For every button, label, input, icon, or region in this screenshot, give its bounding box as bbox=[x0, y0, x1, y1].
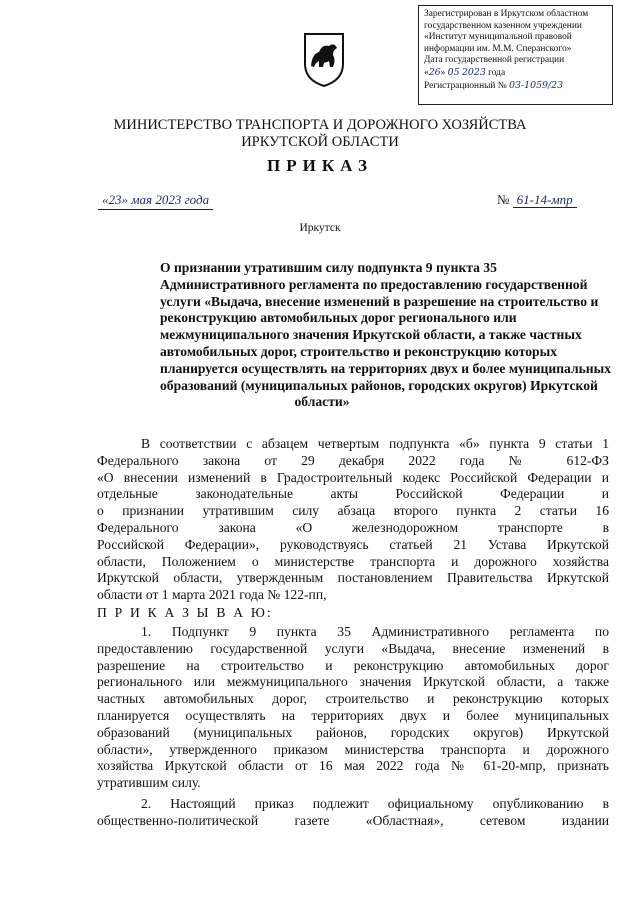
heading-line: О признании утратившим силу подпункта 9 пункта 35 bbox=[160, 260, 497, 275]
preamble-paragraph bbox=[97, 436, 609, 604]
stamp-reg-label: Регистрационный № bbox=[424, 80, 507, 91]
ministry-name-line2: ИРКУТСКОЙ ОБЛАСТИ bbox=[241, 134, 399, 150]
stamp-date-year: 2023 bbox=[461, 66, 486, 78]
item-1-line: утратившим силу. bbox=[97, 775, 201, 791]
item-1-line: области», утвержденного приказом министерства транспорта и дорожного bbox=[97, 741, 609, 757]
item-1-line: предоставлению государственной услуги «Выдача, внесение изменений в bbox=[97, 640, 609, 656]
heading-line: автомобильных дорог, строительство и реконструкцию которых bbox=[160, 343, 557, 359]
heading-line: области» bbox=[294, 394, 350, 410]
heading-line: услуги «Выдача, внесение изменений в разрешение на строительство и bbox=[160, 293, 599, 309]
stamp-date-quote-open: « bbox=[424, 67, 429, 78]
heading-line: образований (муниципальных районов, городских округов) Иркутской bbox=[160, 377, 598, 393]
stamp-date-suffix: года bbox=[488, 67, 506, 78]
city: Иркутск bbox=[299, 222, 341, 234]
stamp-registration-date bbox=[424, 67, 607, 80]
preamble-line: о признании утратившим силу абзаца второго пункта 2 статьи 16 bbox=[97, 503, 609, 519]
document-heading bbox=[160, 260, 612, 411]
item-1-line: разрешение на строительство и реконструкцию автомобильных дорог bbox=[97, 657, 609, 673]
preamble-line: Федерального закона «О железнодорожном транспорте в bbox=[97, 519, 609, 535]
stamp-line: государственном казенном учреждении bbox=[424, 20, 582, 31]
heading-line: реконструкцию автомобильных дорог регионального или bbox=[160, 310, 517, 326]
document-type-title: ПРИКАЗ bbox=[267, 156, 373, 175]
preamble-line: «О внесении изменений в Градостроительный кодекс Российской Федерации и bbox=[97, 469, 609, 485]
heading-line: Административного регламента по предоставлению государственной bbox=[160, 276, 588, 292]
preamble-line: области от 1 марта 2021 года № 122-пп, bbox=[97, 587, 327, 603]
item-2-paragraph bbox=[97, 796, 609, 830]
stamp-date-quote-close: » bbox=[440, 67, 446, 78]
preamble-line: области, Положением о министерстве транспорта и дорожного хозяйства bbox=[97, 553, 609, 569]
item-1-line: регионального или межмуниципального значения Иркутской области, а также bbox=[97, 674, 609, 690]
heading-line: планируется осуществлять на территориях двух и более муниципальных bbox=[160, 360, 612, 376]
order-number-line bbox=[497, 192, 577, 208]
ministry-name-line1: МИНИСТЕРСТВО ТРАНСПОРТА И ДОРОЖНОГО ХОЗЯЙСТВА bbox=[113, 117, 527, 133]
preamble-line: В соответствии с абзацем четвертым подпункта «б» пункта 9 статьи 1 bbox=[141, 436, 609, 451]
stamp-line: Зарегистрирован в Иркутском областном bbox=[424, 9, 589, 19]
preamble-line: Федерального закона от 29 декабря 2022 года № 612-ФЗ bbox=[97, 452, 609, 468]
stamp-date-day: 26 bbox=[428, 66, 441, 78]
stamp-reg-number: 03-1059/23 bbox=[509, 79, 564, 91]
item-1-line: планируется осуществлять на территориях двух и более муниципальных bbox=[97, 707, 609, 723]
stamp-line: «Институт муниципальной правовой bbox=[424, 32, 572, 43]
heading-line: межмуниципального значения Иркутской области, а также частных bbox=[160, 327, 582, 343]
preamble-line: Иркутской области, утвержденным постановлением Правительства Иркутской bbox=[97, 570, 609, 586]
item-1-paragraph bbox=[97, 624, 609, 792]
stamp-date-month: 05 bbox=[447, 66, 460, 78]
preamble-line: отдельные законодательные акты Российской Федерации и bbox=[97, 486, 609, 502]
item-2-line: общественно-политической газете «Областная», сетевом издании bbox=[97, 812, 609, 828]
order-directive-word: П Р И К А З Ы В А Ю: bbox=[97, 605, 273, 620]
stamp-line: информации им. М.М. Сперанского» bbox=[424, 43, 572, 54]
preamble-line: Российской Федерации», руководствуясь статьей 21 Устава Иркутской bbox=[97, 536, 609, 552]
item-1-line: 1. Подпункт 9 пункта 35 Административного регламента по bbox=[141, 624, 609, 639]
item-1-line: частных автомобильных дорог, строительство и реконструкцию которых bbox=[97, 691, 609, 707]
registration-stamp bbox=[418, 5, 613, 105]
item-1-line: образований (муниципальных районов, городских округов) Иркутской bbox=[97, 724, 609, 740]
item-2-line: 2. Настоящий приказ подлежит официальному опубликованию в bbox=[141, 796, 609, 811]
order-date: «23» мая 2023 года bbox=[98, 192, 213, 210]
item-1-line: хозяйства Иркутской области от 16 мая 2022 года № 61-20-мпр, признать bbox=[97, 758, 609, 774]
stamp-line: Дата государственной регистрации bbox=[424, 55, 565, 66]
order-number-label: № bbox=[497, 192, 510, 207]
coat-of-arms-emblem bbox=[302, 30, 346, 88]
order-number: 61-14-мпр bbox=[513, 192, 577, 208]
stamp-registration-number bbox=[424, 80, 607, 93]
